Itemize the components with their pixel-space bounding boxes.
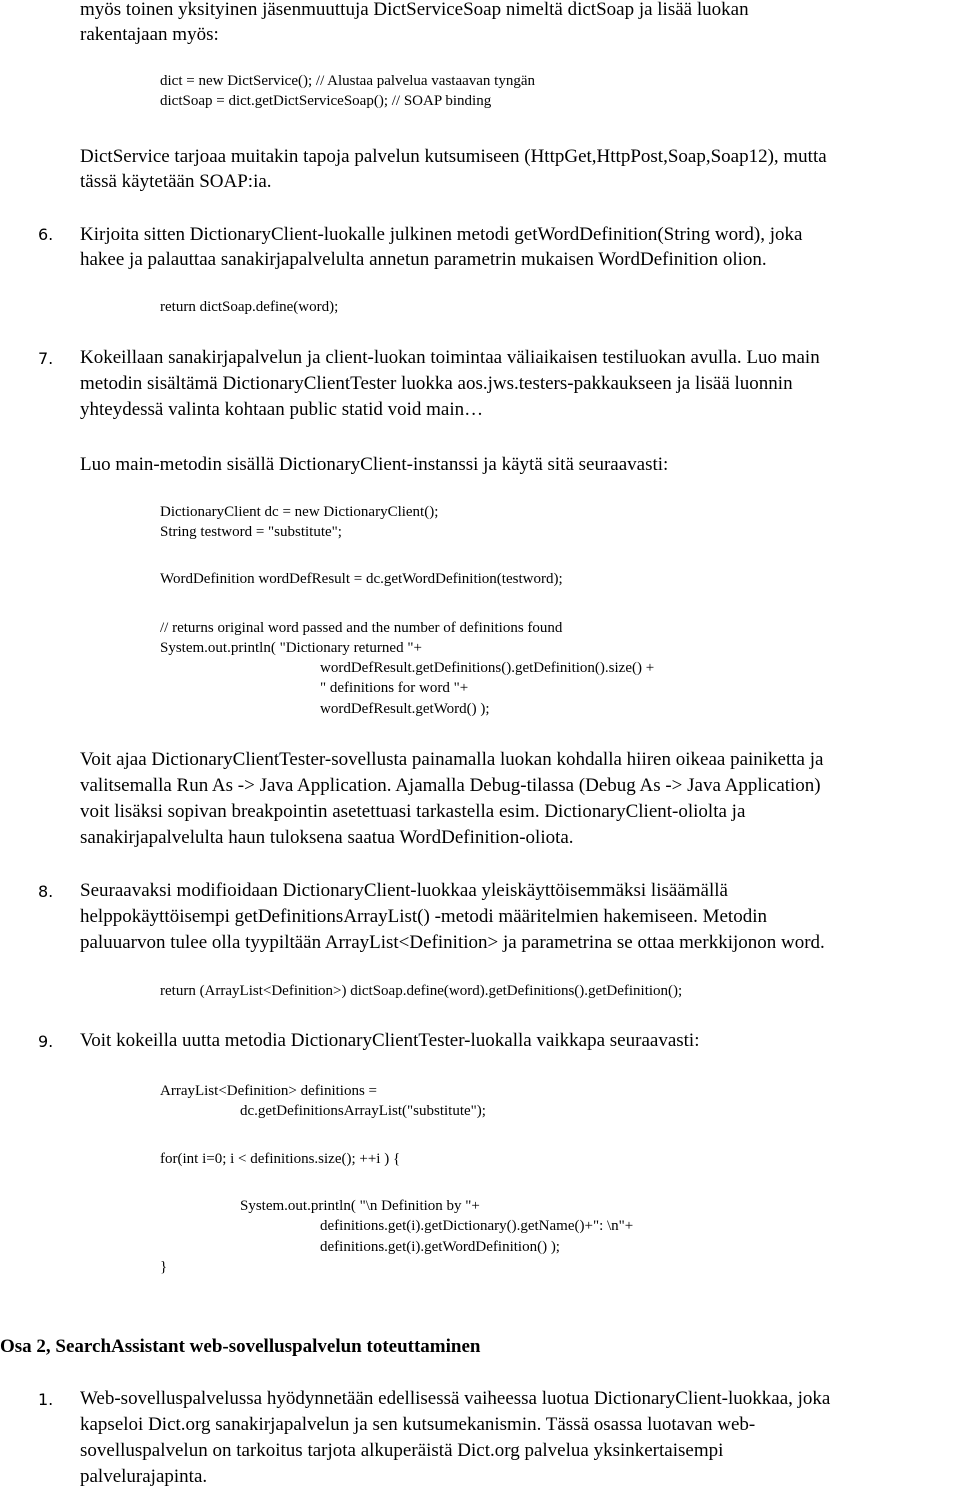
section-2-line-1: Web-sovelluspalvelussa hyödynnetään edellisessä vaiheessa luotua DictionaryClient-luokkaa, joka: [80, 1388, 831, 1409]
step-9-line-1: Voit kokeilla uutta metodia DictionaryClientTester-luokalla vaikkapa seuraavasti:: [80, 1030, 700, 1051]
code-line: wordDefResult.getWord() );: [320, 701, 490, 717]
step-7-after-3: voit lisäksi sopivan breakpointin asetettuasi tarkastella esim. DictionaryClient-oliolta ja: [80, 801, 746, 822]
code-line: " definitions for word "+: [320, 680, 469, 696]
step-8-line-3: paluuarvon tulee olla tyypiltään ArrayList<Definition> ja parametrina se ottaa merkkijonon word.: [80, 932, 825, 953]
code-line: return (ArrayList<Definition>) dictSoap.define(word).getDefinitions().getDefinition();: [160, 983, 683, 999]
step-7-line-3: yhteydessä valinta kohtaan public statid void main…: [80, 399, 484, 420]
intro-note-2: tässä käytetään SOAP:ia.: [80, 171, 272, 192]
intro-line-1: myös toinen yksityinen jäsenmuuttuja DictServiceSoap nimeltä dictSoap ja lisää luokan: [80, 0, 749, 20]
code-line: for(int i=0; i < definitions.size(); ++i ) {: [160, 1151, 401, 1167]
intro-note-1: DictService tarjoaa muitakin tapoja palvelun kutsumiseen (HttpGet,HttpPost,Soap,Soap12), mutta: [80, 146, 827, 167]
step-7-after-1: Voit ajaa DictionaryClientTester-sovellusta painamalla luokan kohdalla hiiren oikeaa painiketta ja: [80, 749, 824, 770]
step-8-line-1: Seuraavaksi modifioidaan DictionaryClient-luokkaa yleiskäyttöisemmäksi lisäämällä: [80, 880, 728, 901]
code-line: return dictSoap.define(word);: [160, 299, 339, 315]
step-7-number: 7.: [38, 349, 54, 368]
code-line: String testword = "substitute";: [160, 524, 342, 540]
step-8-number: 8.: [38, 882, 54, 901]
step-6-line-1: Kirjoita sitten DictionaryClient-luokalle julkinen metodi getWordDefinition(String word), joka: [80, 224, 803, 245]
section-heading: Osa 2, SearchAssistant web-sovelluspalvelun toteuttaminen: [0, 1336, 481, 1357]
section-2-line-4: palvelurajapinta.: [80, 1466, 208, 1487]
code-line: dc.getDefinitionsArrayList("substitute");: [240, 1103, 486, 1119]
code-line: System.out.println( "\n Definition by "+: [240, 1198, 480, 1214]
step-6-line-2: hakee ja palauttaa sanakirjapalvelulta annetun parametrin mukaisen WordDefinition olion.: [80, 249, 767, 270]
section-2-line-2: kapseloi Dict.org sanakirjapalvelun ja sen kutsumekanismin. Tässä osassa luotavan web-: [80, 1414, 756, 1435]
code-line: dictSoap = dict.getDictServiceSoap(); // SOAP binding: [160, 93, 492, 109]
code-line: dict = new DictService(); // Alustaa palvelua vastaavan tyngän: [160, 73, 535, 89]
code-line: definitions.get(i).getWordDefinition() );: [320, 1239, 560, 1255]
intro-line-2: rakentajaan myös:: [80, 24, 219, 45]
step-7-instruction: Luo main-metodin sisällä DictionaryClient-instanssi ja käytä sitä seuraavasti:: [80, 454, 669, 475]
code-line: ArrayList<Definition> definitions =: [160, 1083, 378, 1099]
code-line: DictionaryClient dc = new DictionaryClient();: [160, 504, 439, 520]
code-line: // returns original word passed and the number of definitions found: [160, 620, 563, 636]
step-7-after-4: sanakirjapalvelulta haun tuloksena saatua WordDefinition-oliota.: [80, 827, 574, 848]
code-line: System.out.println( "Dictionary returned "+: [160, 640, 422, 656]
code-close-brace: }: [160, 1259, 168, 1275]
step-9-number: 9.: [38, 1032, 54, 1051]
step-8-line-2: helppokäyttöisempi getDefinitionsArrayList() -metodi määritelmien hakemiseen. Metodin: [80, 906, 767, 927]
code-line: wordDefResult.getDefinitions().getDefinition().size() +: [320, 660, 655, 676]
code-line: WordDefinition wordDefResult = dc.getWordDefinition(testword);: [160, 571, 563, 587]
step-7-after-2: valitsemalla Run As -> Java Application. Ajamalla Debug-tilassa (Debug As -> Java Application): [80, 775, 821, 796]
section-2-item-1-number: 1.: [38, 1390, 54, 1409]
step-7-line-1: Kokeillaan sanakirjapalvelun ja client-luokan toimintaa väliaikaisen testiluokan avulla. Luo main: [80, 347, 820, 368]
section-2-line-3: sovelluspalvelun on tarkoitus tarjota alkuperäistä Dict.org palvelua yksinkertaisempi: [80, 1440, 724, 1461]
code-line: definitions.get(i).getDictionary().getName()+": \n"+: [320, 1218, 634, 1234]
step-6-number: 6.: [38, 225, 54, 244]
step-7-line-2: metodin sisältämä DictionaryClientTester luokka aos.jws.testers-pakkaukseen ja lisää luonnin: [80, 373, 793, 394]
